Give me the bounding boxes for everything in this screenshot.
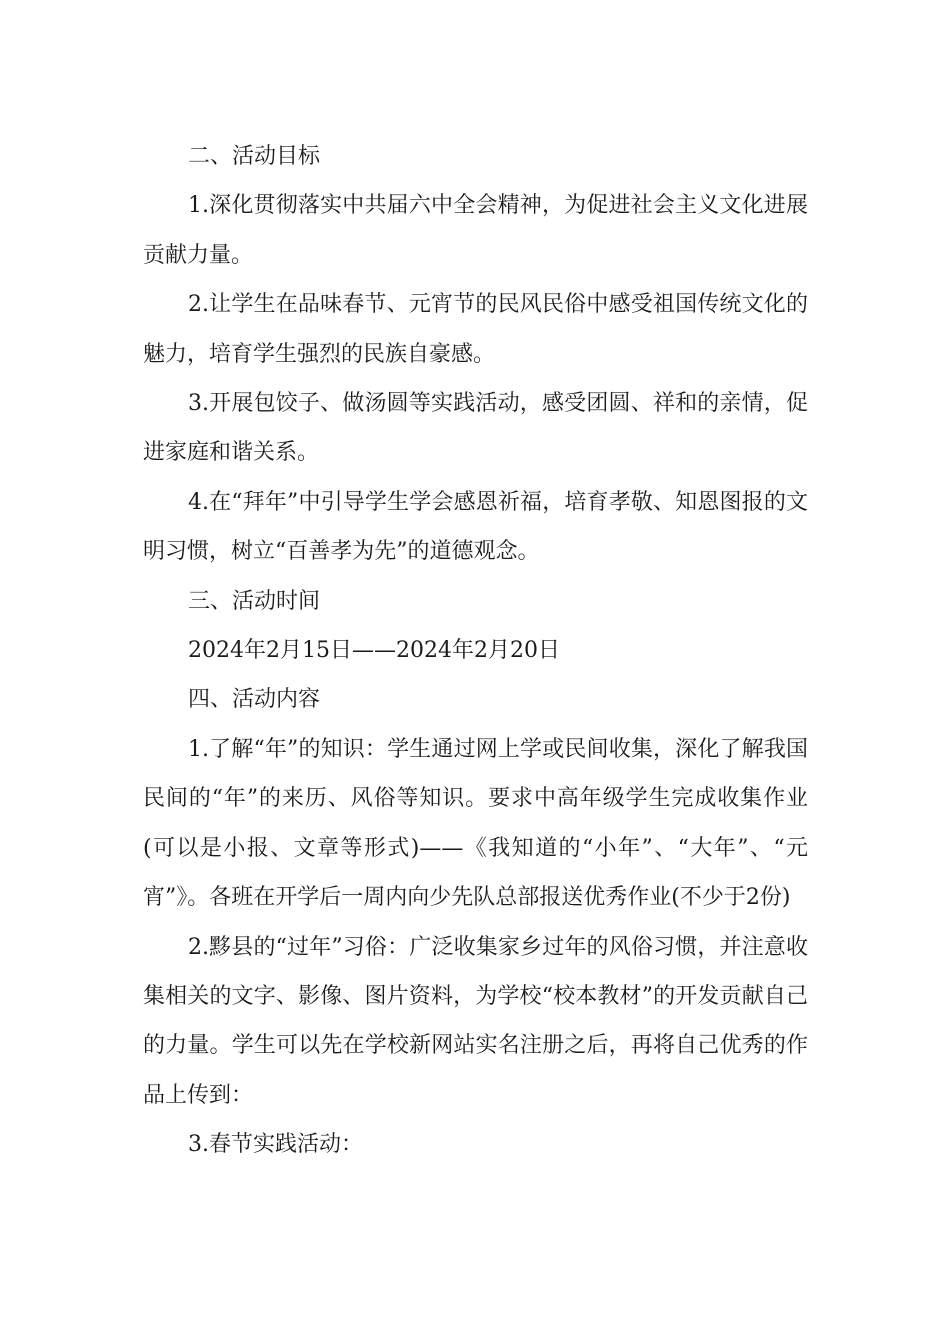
goal-paragraph-4: 4.在“拜年”中引导学生学会感恩祈福，培育孝敬、知恩图报的文明习惯，树立“百善孝为先”的道德观念。 xyxy=(143,489,808,565)
activity-time-range: 2024年2月15日——2024年2月20日 xyxy=(188,638,560,664)
section-heading-goals: 二、活动目标 xyxy=(188,144,321,169)
goal-paragraph-2: 2.让学生在品味春节、元宵节的民风民俗中感受祖国传统文化的魅力，培育学生强烈的民族自豪感。 xyxy=(143,292,808,367)
content-paragraph-1: 1.了解“年”的知识：学生通过网上学或民间收集，深化了解我国民间的“年”的来历、风俗等知识。要求中高年级学生完成收集作业(可以是小报、文章等形式)——《我知道的“小年”、“大年”、“元宵”》。各班在开学后一周内向少先队总部报送优秀作业(不少于2份) xyxy=(143,736,808,911)
goal-paragraph-3: 3.开展包饺子、做汤圆等实践活动，感受团圆、祥和的亲情，促进家庭和谐关系。 xyxy=(143,391,808,466)
document-body xyxy=(143,132,808,1170)
section-heading-content: 四、活动内容 xyxy=(188,687,321,713)
content-paragraph-2: 2.黟县的“过年”习俗：广泛收集家乡过年的风俗习惯，并注意收集相关的文字、影像、图片资料，为学校“校本教材”的开发贡献自己的力量。学生可以先在学校新网站实名注册之后，再将自己优秀的作品上传到： xyxy=(143,934,808,1108)
section-heading-time: 三、活动时间 xyxy=(188,588,321,614)
content-paragraph-3: 3.春节实践活动： xyxy=(188,1132,363,1158)
goal-paragraph-1: 1.深化贯彻落实中共届六中全会精神，为促进社会主义文化进展贡献力量。 xyxy=(143,193,808,268)
